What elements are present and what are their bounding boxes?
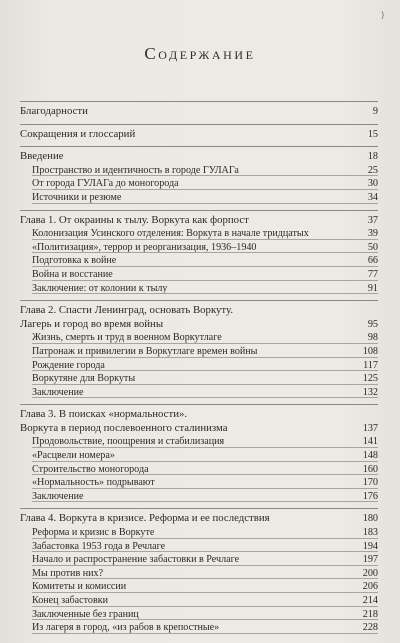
entry-leader-line bbox=[32, 280, 378, 281]
toc-sub-entry[interactable] bbox=[20, 435, 378, 449]
toc-main-entry[interactable] bbox=[20, 105, 378, 119]
toc-section bbox=[20, 210, 378, 296]
corner-mark: ⟩ bbox=[381, 10, 385, 20]
entry-leader-line bbox=[32, 203, 378, 204]
entry-title: Жизнь, смерть и труд в военном Воркутлаге bbox=[32, 332, 222, 344]
table-of-contents bbox=[20, 101, 378, 640]
entry-title: Лагерь и город во время войны bbox=[20, 317, 164, 330]
toc-sub-entry[interactable] bbox=[20, 345, 378, 359]
entry-leader-line bbox=[32, 293, 378, 294]
entry-title: Заключение bbox=[32, 490, 84, 502]
entry-title: Реформа и кризис в Воркуте bbox=[32, 527, 155, 539]
toc-sub-entry[interactable] bbox=[20, 372, 378, 386]
entry-leader-line bbox=[32, 357, 378, 358]
toc-sub-entry[interactable] bbox=[20, 567, 378, 581]
entry-page-number: 117 bbox=[363, 359, 378, 371]
entry-page-number: 15 bbox=[367, 128, 378, 140]
entry-title: От города ГУЛАГа до моногорода bbox=[32, 178, 179, 190]
toc-sub-entry[interactable] bbox=[20, 463, 378, 477]
entry-title: Глава 2. Спасти Ленинград, основать Воркуту. bbox=[20, 304, 234, 317]
entry-page-number: 214 bbox=[362, 595, 378, 606]
entry-title: Заключение bbox=[32, 386, 84, 398]
entry-title: Введение bbox=[20, 150, 64, 163]
entry-leader-line bbox=[32, 633, 378, 634]
entry-leader-line bbox=[32, 538, 378, 539]
entry-title: Конец забастовки bbox=[32, 595, 109, 606]
entry-title: Глава 1. От окраины к тылу. Воркута как форпост bbox=[20, 213, 249, 226]
toc-sub-entry[interactable] bbox=[20, 621, 378, 635]
entry-title: Война и восстание bbox=[32, 268, 113, 280]
entry-title: Воркутяне для Воркуты bbox=[32, 373, 136, 385]
entry-leader-line bbox=[32, 397, 378, 398]
entry-leader-line bbox=[32, 551, 378, 552]
toc-sub-entry[interactable] bbox=[20, 386, 378, 400]
entry-page-number: 170 bbox=[362, 477, 378, 489]
entry-title: Мы против них? bbox=[32, 567, 104, 579]
entry-page-number: 91 bbox=[367, 282, 378, 294]
entry-page-number: 183 bbox=[362, 527, 378, 539]
entry-page-number: 132 bbox=[362, 386, 378, 398]
toc-main-entry[interactable] bbox=[20, 512, 378, 526]
toc-section bbox=[20, 124, 378, 142]
toc-sub-entry[interactable] bbox=[20, 608, 378, 622]
entry-page-number: 160 bbox=[362, 463, 378, 475]
entry-leader-line bbox=[32, 189, 378, 190]
entry-title: Сокращения и глоссарий bbox=[20, 127, 136, 140]
toc-section bbox=[20, 300, 378, 399]
toc-main-entry[interactable] bbox=[20, 150, 378, 164]
entry-page-number: 39 bbox=[367, 228, 378, 240]
toc-sub-entry[interactable] bbox=[20, 553, 378, 567]
page-title: Содержание bbox=[144, 44, 256, 63]
entry-page-number: 141 bbox=[362, 436, 378, 448]
entry-page-number: 18 bbox=[367, 151, 378, 163]
entry-leader-line bbox=[32, 619, 378, 620]
entry-page-number: 37 bbox=[367, 214, 378, 226]
toc-sub-entry[interactable] bbox=[20, 449, 378, 463]
entry-page-number: 66 bbox=[367, 255, 378, 267]
toc-sub-entry[interactable] bbox=[20, 282, 378, 296]
toc-sub-entry[interactable] bbox=[20, 227, 378, 241]
entry-page-number: 176 bbox=[362, 490, 378, 502]
entry-leader-line bbox=[32, 578, 378, 579]
entry-page-number: 50 bbox=[367, 241, 378, 253]
toc-section bbox=[20, 404, 378, 503]
toc-section bbox=[20, 508, 378, 634]
entry-leader-line bbox=[32, 175, 378, 176]
entry-leader-line bbox=[32, 461, 378, 462]
toc-main-entry[interactable] bbox=[20, 128, 378, 142]
entry-title: Заключенные без границ bbox=[32, 608, 139, 620]
toc-sub-entry[interactable] bbox=[20, 490, 378, 504]
entry-title: Патронаж и привилегии в Воркутлаге времен войны bbox=[32, 345, 258, 357]
entry-title: Глава 3. В поисках «нормальности». bbox=[20, 408, 188, 421]
entry-leader-line bbox=[32, 239, 378, 240]
entry-title: Продовольствие, поощрения и стабилизация bbox=[32, 436, 225, 448]
toc-sub-entry[interactable] bbox=[20, 476, 378, 490]
toc-sub-entry[interactable] bbox=[20, 526, 378, 540]
entry-leader-line bbox=[32, 474, 378, 475]
toc-main-entry[interactable] bbox=[20, 422, 378, 436]
entry-title: Воркута в период послевоенного сталинизма bbox=[20, 421, 228, 434]
toc-main-entry[interactable] bbox=[20, 318, 378, 332]
entry-page-number: 25 bbox=[367, 164, 378, 176]
entry-leader-line bbox=[32, 592, 378, 593]
entry-leader-line bbox=[32, 606, 378, 607]
entry-page-number: 148 bbox=[362, 450, 378, 462]
entry-leader-line bbox=[32, 565, 378, 566]
entry-title: Забастовка 1953 года в Речлаге bbox=[32, 540, 166, 552]
toc-sub-entry[interactable] bbox=[20, 254, 378, 268]
entry-title: Пространство и идентичность в городе ГУЛАГа bbox=[32, 164, 239, 176]
entry-page-number: 34 bbox=[367, 191, 378, 203]
entry-title: Начало и распространение забастовки в Речлаге bbox=[32, 554, 240, 566]
entry-page-number: 218 bbox=[362, 608, 378, 620]
toc-sub-entry[interactable] bbox=[20, 191, 378, 205]
entry-page-number: 30 bbox=[367, 178, 378, 190]
entry-page-number: 95 bbox=[367, 318, 378, 330]
entry-page-number: 228 bbox=[362, 622, 378, 634]
entry-title: «Расцвели номера» bbox=[32, 450, 115, 462]
entry-title: Благодарности bbox=[20, 105, 88, 117]
entry-page-number: 194 bbox=[362, 540, 378, 552]
entry-leader-line bbox=[32, 447, 378, 448]
entry-page-number: 200 bbox=[362, 567, 378, 579]
entry-title: Из лагеря в город, «из рабов в крепостные» bbox=[32, 622, 220, 634]
toc-sub-entry[interactable] bbox=[20, 177, 378, 191]
toc-main-entry[interactable] bbox=[20, 304, 378, 318]
toc-sub-entry[interactable] bbox=[20, 359, 378, 373]
entry-title: Заключение: от колонии к тылу bbox=[32, 282, 168, 294]
entry-page-number: 77 bbox=[367, 268, 378, 280]
entry-title: Глава 4. Воркута в кризисе. Реформа и ее последствия bbox=[20, 512, 270, 525]
entry-title: Колонизация Усинского отделения: Воркута в начале тридцатых bbox=[32, 228, 309, 240]
entry-leader-line bbox=[32, 266, 378, 267]
entry-page-number: 206 bbox=[362, 581, 378, 593]
entry-page-number: 180 bbox=[362, 513, 378, 525]
entry-leader-line bbox=[32, 384, 378, 385]
entry-title: Подготовка к войне bbox=[32, 255, 117, 267]
toc-sub-entry[interactable] bbox=[20, 540, 378, 554]
entry-title: Источники и резюме bbox=[32, 191, 122, 203]
entry-page-number: 108 bbox=[362, 345, 378, 357]
toc-sub-entry[interactable] bbox=[20, 580, 378, 594]
entry-title: Комитеты и комиссии bbox=[32, 581, 127, 593]
toc-sub-entry[interactable] bbox=[20, 268, 378, 282]
toc-sub-entry[interactable] bbox=[20, 594, 378, 608]
entry-page-number: 98 bbox=[367, 332, 378, 344]
entry-leader-line bbox=[32, 501, 378, 502]
entry-page-number: 137 bbox=[362, 422, 378, 434]
toc-sub-entry[interactable] bbox=[20, 241, 378, 255]
entry-leader-line bbox=[32, 343, 378, 344]
entry-title: Строительство моногорода bbox=[32, 463, 149, 475]
entry-leader-line bbox=[32, 488, 378, 489]
toc-main-entry[interactable] bbox=[20, 214, 378, 228]
toc-sub-entry[interactable] bbox=[20, 164, 378, 178]
entry-title: «Политизация», террор и реорганизация, 1936–1940 bbox=[32, 241, 257, 253]
entry-page-number: 125 bbox=[362, 373, 378, 385]
toc-section bbox=[20, 101, 378, 119]
entry-title: «Нормальность» подрывают bbox=[32, 477, 155, 489]
entry-leader-line bbox=[32, 370, 378, 371]
entry-leader-line bbox=[32, 252, 378, 253]
entry-page-number: 197 bbox=[362, 554, 378, 566]
entry-page-number: 9 bbox=[372, 106, 378, 117]
entry-title: Рождение города bbox=[32, 359, 105, 371]
toc-section bbox=[20, 146, 378, 204]
toc-sub-entry[interactable] bbox=[20, 331, 378, 345]
toc-main-entry[interactable] bbox=[20, 408, 378, 422]
